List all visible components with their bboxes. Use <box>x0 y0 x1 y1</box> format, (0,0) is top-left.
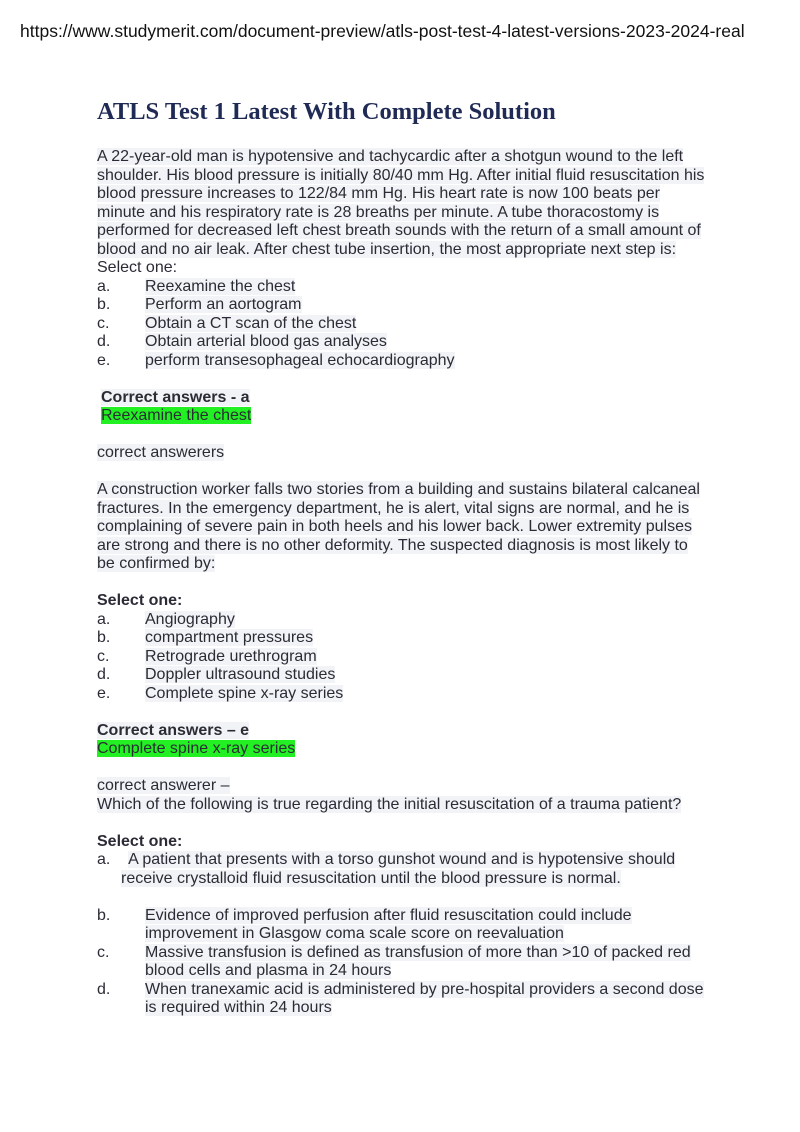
question-1-select-label: Select one: <box>97 259 178 276</box>
question-1-option-d: d. Obtain arterial blood gas analyses <box>97 333 387 350</box>
question-1-stem: A 22-year-old man is hypotensive and tachycardic after a shotgun wound to the left shoulder. His blood pressure is initially 80/40 mm Hg. After initial fluid resuscitation his blood pressure increases to 122/84 mm Hg. His heart rate is now 100 beats per minute and his respiratory rate is 28 breaths per minute. A tube thoracostomy is performed for decreased left chest breath sounds with the return of a small amount of blood and no air leak. After chest tube insertion, the most appropriate next step is: <box>97 148 705 258</box>
question-3-option-c: c. Massive transfusion is defined as transfusion of more than >10 of packed red blood cells and plasma in 24 hours <box>97 943 691 979</box>
question-1 <box>97 148 709 481</box>
question-2-note: correct answerer – <box>97 777 230 794</box>
question-3-stem: Which of the following is true regarding the initial resuscitation of a trauma patient? <box>97 795 682 813</box>
question-1-answer-label: Correct answers - a <box>101 388 250 406</box>
question-2-select-label: Select one: <box>97 592 183 609</box>
question-2-option-a: a. Angiography <box>97 610 235 628</box>
question-1-option-e: e. perform transesophageal echocardiography <box>97 351 455 369</box>
question-1-option-b: b. Perform an aortogram <box>97 296 302 313</box>
question-2-option-c: c. Retrograde urethrogram <box>97 647 317 665</box>
question-3-option-b: b. Evidence of improved perfusion after fluid resuscitation could include improvement in Glasgow coma scale score on reevaluation <box>97 906 632 942</box>
question-1-note: correct answerers <box>97 444 225 461</box>
question-1-option-a: a. Reexamine the chest <box>97 277 296 295</box>
question-1-answer-text: Reexamine the chest <box>101 407 252 424</box>
document-title: ATLS Test 1 Latest With Complete Solution <box>97 98 556 125</box>
question-3 <box>97 796 709 1018</box>
question-2-option-e: e. Complete spine x-ray series <box>97 684 344 702</box>
question-2-answer-label: Correct answers – e <box>97 721 250 739</box>
page-url: https://www.studymerit.com/document-preview/atls-post-test-4-latest-versions-2023-2024-real <box>20 21 745 41</box>
question-1-option-c: c. Obtain a CT scan of the chest <box>97 314 357 332</box>
question-3-select-label: Select one: <box>97 832 183 850</box>
question-3-option-a: a. A patient that presents with a torso gunshot wound and is hypotensive should receive crystalloid fluid resuscitation until the blood pressure is normal. <box>97 851 676 887</box>
question-2 <box>97 481 709 796</box>
question-3-option-d: d. When tranexamic acid is administered by pre-hospital providers a second dose is required within 24 hours <box>97 980 704 1016</box>
question-2-option-b: b. compartment pressures <box>97 629 314 646</box>
question-2-option-d: d. Doppler ultrasound studies <box>97 666 336 683</box>
question-2-stem: A construction worker falls two stories from a building and sustains bilateral calcaneal fractures. In the emergency department, he is alert, vital signs are normal, and he is complaining of severe pain in both heels and his lower back. Lower extremity pulses are strong and there is no other deformity. The suspected diagnosis is most likely to be confirmed by: <box>97 481 700 572</box>
document-body <box>97 96 709 1018</box>
question-2-answer-text: Complete spine x-ray series <box>97 740 296 757</box>
